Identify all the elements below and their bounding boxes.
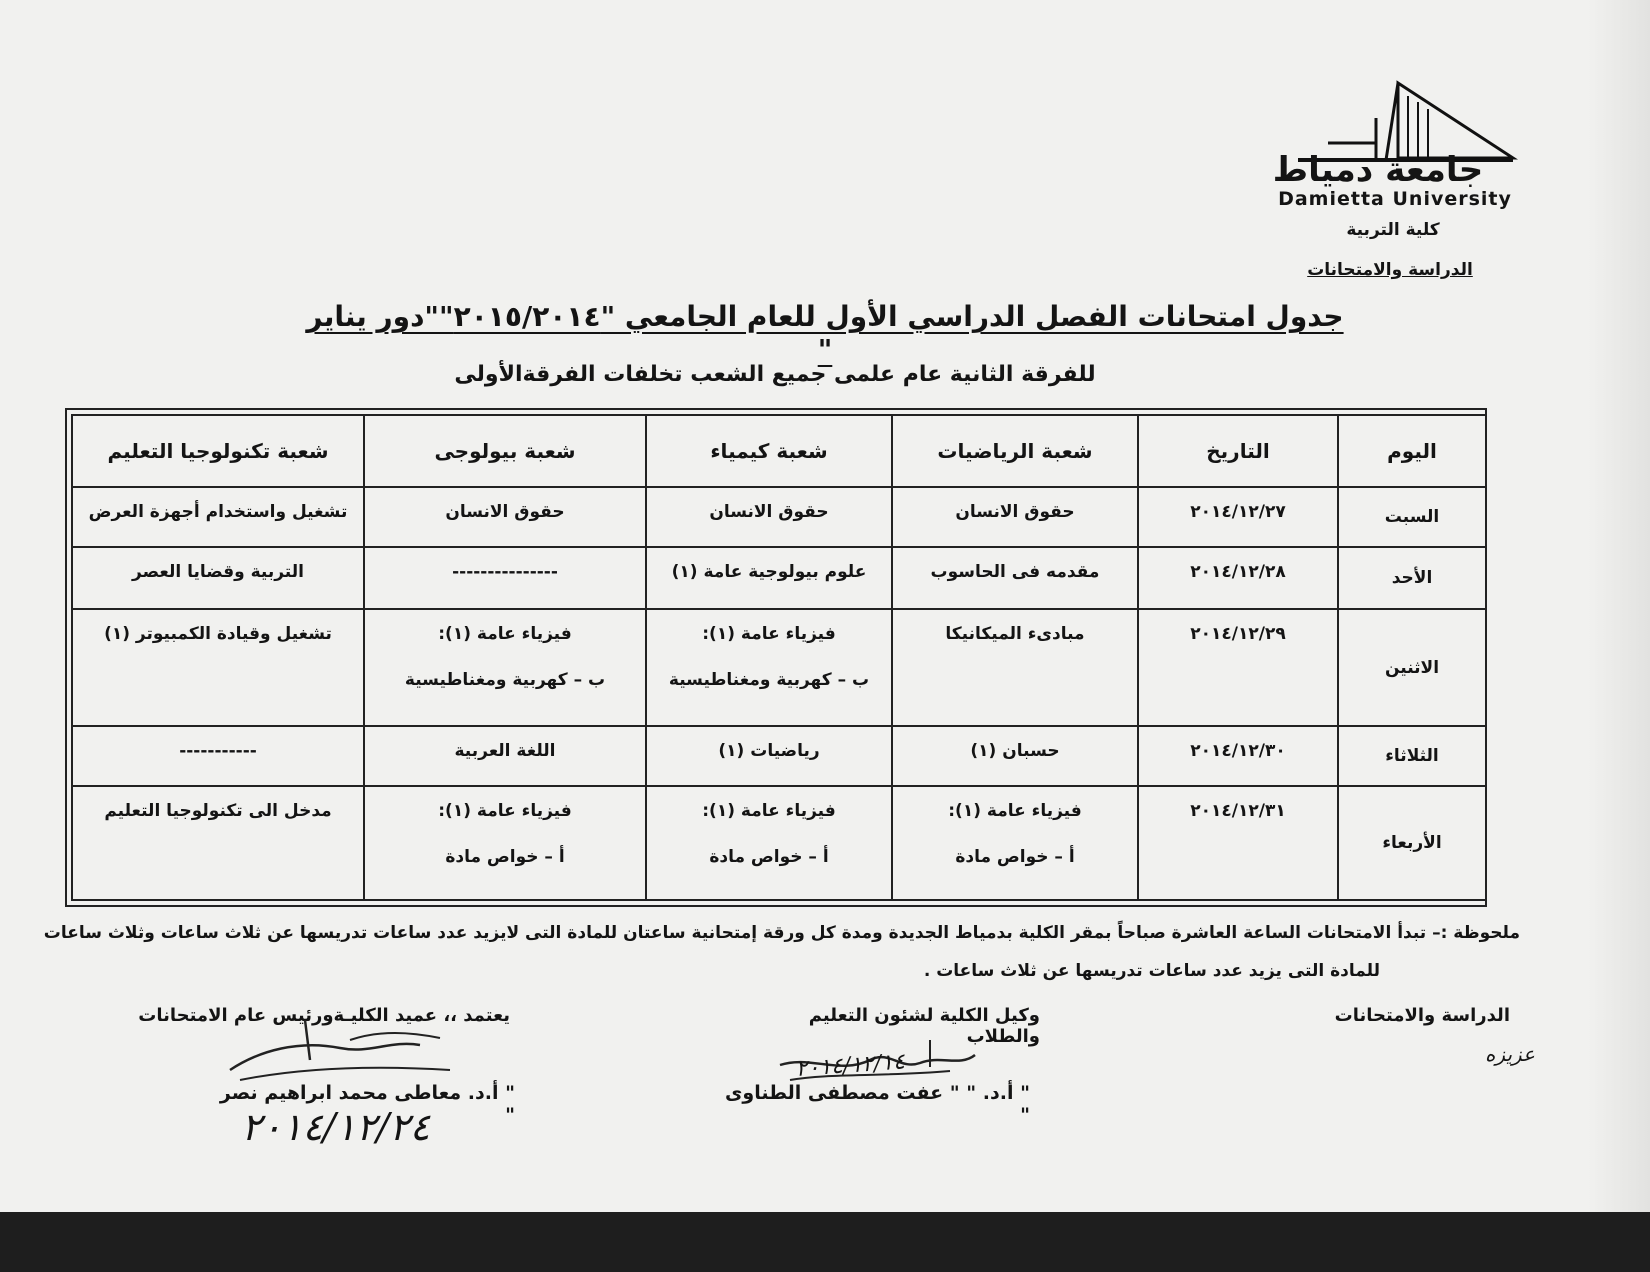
table-header-row (72, 415, 1486, 487)
table-row (72, 726, 1486, 786)
cell-day: السبت (1338, 487, 1486, 547)
cell-date: ٢٠١٤/١٢/٢٧ (1138, 487, 1338, 547)
cell-math: حسبان (١) (892, 726, 1138, 786)
cell-line: فيزياء عامة (١): (702, 624, 836, 645)
cell-math: مبادىء الميكانيكا (892, 609, 1138, 725)
cell-line: فيزياء عامة (١): (948, 800, 1082, 821)
handwritten-initials: عزيزه (1484, 1042, 1535, 1066)
scan-edge-shadow (1588, 0, 1650, 1212)
cell-day: الأربعاء (1338, 786, 1486, 900)
cell-day: الثلاثاء (1338, 726, 1486, 786)
cell-line: أ – خواص مادة (445, 846, 565, 867)
table-row (72, 547, 1486, 609)
header-biology: شعبة بيولوجى (364, 415, 646, 487)
dean-signature-icon (210, 1010, 470, 1090)
cell-chemistry: حقوق الانسان (646, 487, 892, 547)
cell-chemistry: رياضيات (١) (646, 726, 892, 786)
handwritten-date-2: ٢٠١٤/١٢/٢٤ (241, 1105, 430, 1149)
cell-line: أ – خواص مادة (955, 846, 1075, 867)
cell-line: ب – كهربية ومغناطيسية (404, 670, 606, 691)
cell-date: ٢٠١٤/١٢/٣٠ (1138, 726, 1338, 786)
cell-date: ٢٠١٤/١٢/٣١ (1138, 786, 1338, 900)
cell-line: فيزياء عامة (١): (702, 800, 836, 821)
cell-math: مقدمه فى الحاسوب (892, 547, 1138, 609)
dean-name: " أ.د. معاطى محمد ابراهيم نصر " (219, 1082, 515, 1126)
cell-chemistry (646, 609, 892, 725)
cell-biology (364, 786, 646, 900)
scan-bottom-bar (0, 1212, 1650, 1272)
cell-chemistry: علوم بيولوجية عامة (١) (646, 547, 892, 609)
table-row (72, 786, 1486, 900)
vice-dean-name: " أ.د. " " عفت مصطفى الطناوى " (724, 1082, 1030, 1126)
cell-chemistry (646, 786, 892, 900)
logo-english-text: Damietta University (1278, 188, 1512, 210)
table-row (72, 487, 1486, 547)
cell-math: حقوق الانسان (892, 487, 1138, 547)
cell-day: الاثنين (1338, 609, 1486, 725)
cell-date: ٢٠١٤/١٢/٢٩ (1138, 609, 1338, 725)
cell-biology: --------------- (364, 547, 646, 609)
cell-education-technology: ----------- (72, 726, 364, 786)
header-math: شعبة الرياضيات (892, 415, 1138, 487)
header-day: اليوم (1338, 415, 1486, 487)
signature-dean-title: يعتمد ،، عميد الكليـةورئيس عام الامتحانات (138, 1005, 510, 1026)
exam-note (35, 914, 1520, 990)
cell-line: فيزياء عامة (١): (438, 624, 572, 645)
cell-line: أ – خواص مادة (709, 846, 829, 867)
logo-arabic-text: جامعة دمياط (1272, 150, 1484, 190)
document-subtitle: للفرقة الثانية عام علمى جميع الشعب تخلفات الفرقةالأولى (454, 362, 1096, 387)
exam-schedule-table (65, 408, 1487, 907)
table-row (72, 609, 1486, 725)
cell-line: ب – كهربية ومغناطيسية (668, 670, 870, 691)
cell-line: فيزياء عامة (١): (438, 800, 572, 821)
signature-vice-dean-title: وكيل الكلية لشئون التعليم والطلاب (808, 1005, 1040, 1047)
cell-date: ٢٠١٤/١٢/٢٨ (1138, 547, 1338, 609)
header-date: التاريخ (1138, 415, 1338, 487)
cell-education-technology: مدخل الى تكنولوجيا التعليم (72, 786, 364, 900)
department-name: الدراسة والامتحانات (1307, 260, 1473, 280)
header-education-technology: شعبة تكنولوجيا التعليم (72, 415, 364, 487)
cell-biology (364, 609, 646, 725)
signature-dept-title: الدراسة والامتحانات (1334, 1005, 1510, 1026)
cell-day: الأحد (1338, 547, 1486, 609)
cell-education-technology: التربية وقضايا العصر (72, 547, 364, 609)
cell-education-technology: تشغيل وقيادة الكمبيوتر (١) (72, 609, 364, 725)
note-line-2: للمادة التى يزيد عدد ساعات تدريسها عن ثلاث ساعات . (923, 961, 1380, 981)
handwritten-date-1: ٢٠١٤/١٢/١٤ (794, 1049, 906, 1083)
faculty-name: كلية التربية (1346, 220, 1440, 240)
document-title: جدول امتحانات الفصل الدراسي الأول للعام الجامعي "٢٠١٥/٢٠١٤""دور يناير " (306, 300, 1344, 366)
header-chemistry: شعبة كيمياء (646, 415, 892, 487)
note-line-1: ملحوظة :– تبدأ الامتحانات الساعة العاشرة صباحاً بمقر الكلية بدمياط الجديدة ومدة كل ورقة إمتحانية ساعتان للمادة التى لايزيد عدد ساعات تدريسها عن ثلاث ساعات وثلاث ساعات (43, 923, 1520, 943)
cell-education-technology: تشغيل واستخدام أجهزة العرض (72, 487, 364, 547)
cell-biology: اللغة العربية (364, 726, 646, 786)
cell-biology: حقوق الانسان (364, 487, 646, 547)
cell-math (892, 786, 1138, 900)
